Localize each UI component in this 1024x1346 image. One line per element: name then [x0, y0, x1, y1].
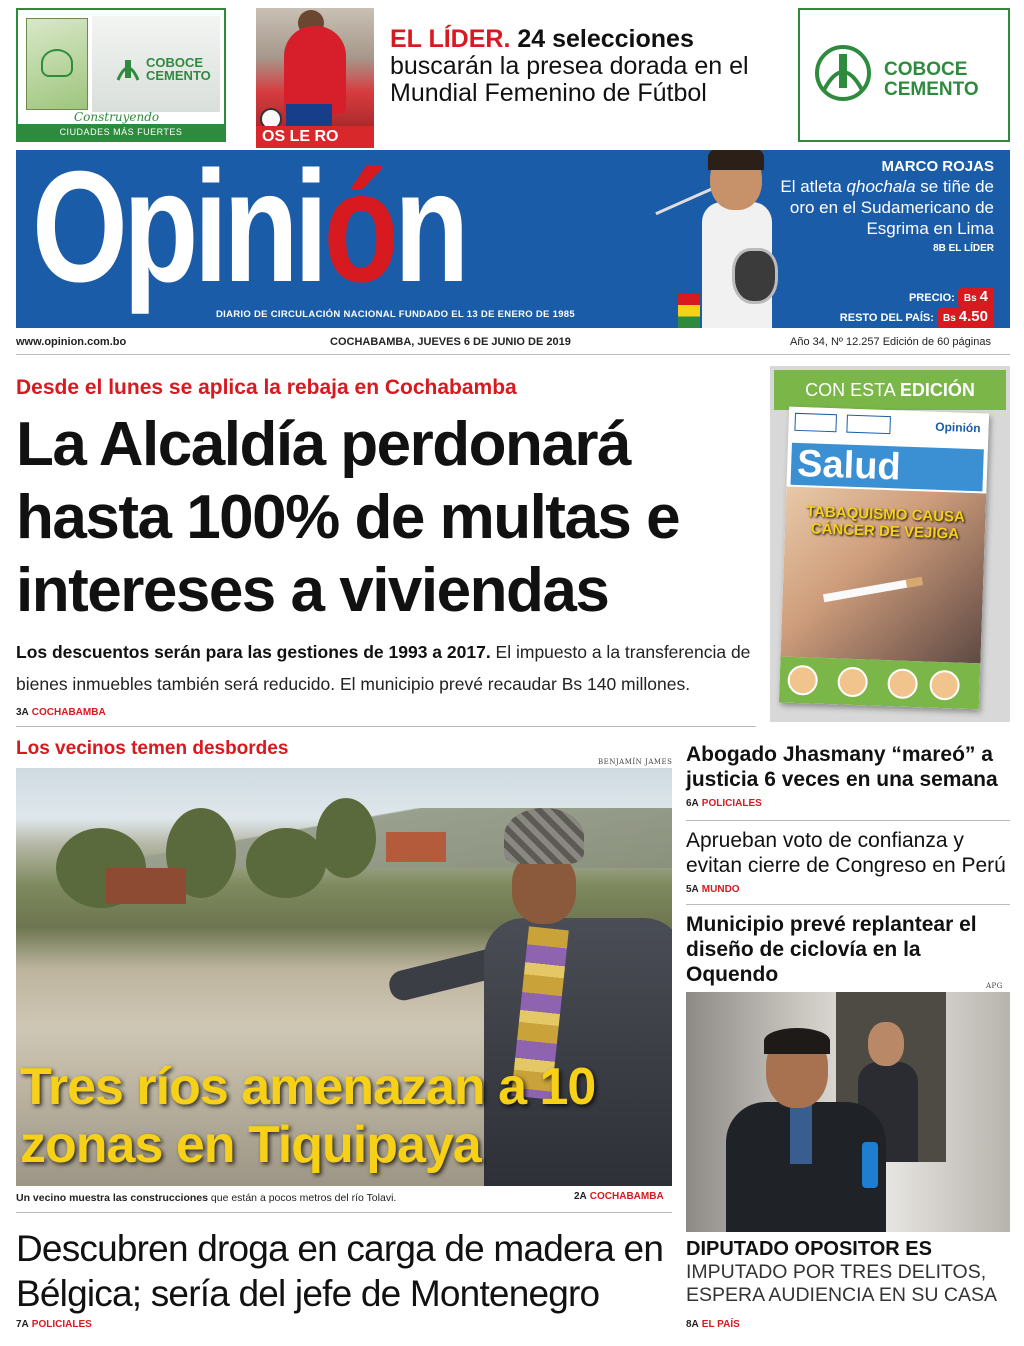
main-story-headline[interactable]: La Alcaldía perdonará hasta 100% de multas e intereses a viviendas [16, 410, 680, 625]
top-story-headline-rest: buscarán la presea dorada en el Mundial Femenino de Fútbol [390, 52, 749, 107]
price-rest [840, 308, 994, 328]
coboce-logo-icon [814, 40, 872, 106]
deputy-story-ref[interactable]: 8A EL PAÍS [686, 1319, 740, 1330]
brief-item[interactable] [686, 828, 1010, 895]
coboce-ad-right[interactable] [798, 8, 1010, 142]
top-story-kicker: EL LÍDER. [390, 25, 511, 53]
feature-name: MARCO ROJAS [881, 158, 994, 175]
supplement-promo[interactable] [770, 366, 1010, 722]
logo-part: n [394, 150, 465, 315]
divider [16, 726, 756, 727]
photo-credit: APG [986, 982, 1003, 990]
logo-part: Opini [32, 150, 324, 315]
price-local [909, 288, 994, 308]
mag-logo: Opinión [935, 419, 981, 436]
masthead-tagline: DIARIO DE CIRCULACIÓN NACIONAL FUNDADO EL 13 DE ENERO DE 1985 [216, 309, 575, 320]
rivers-story-ref[interactable]: 2A COCHABAMBA [574, 1191, 664, 1202]
feature-ref: 8B EL LÍDER [933, 243, 994, 254]
coboce-logo-icon [114, 50, 142, 84]
brief-ref[interactable]: 6A POLICIALES [686, 798, 762, 809]
brief-item[interactable] [686, 742, 1010, 809]
dateline-date: COCHABAMBA, JUEVES 6 DE JUNIO DE 2019 [330, 336, 571, 348]
rivers-story-headline[interactable]: Tres ríos amenazan a 10 zonas en Tiquipaya [20, 1058, 596, 1174]
brief-headline: Abogado Jhasmany “mareó” a justicia 6 veces en una semana [686, 743, 998, 791]
photo-banner-text: OS LE RO [256, 126, 374, 148]
website-link[interactable]: www.opinion.com.bo [16, 336, 127, 348]
price-pill: Bs 4 [958, 288, 994, 308]
deputy-photo[interactable] [686, 992, 1010, 1232]
rivers-story-kicker: Los vecinos temen desbordes [16, 738, 289, 759]
feature-text: El atleta qhochala se tiñe de oro en el Sudamericano de Esgrima en Lima [780, 177, 994, 238]
masthead [16, 150, 1010, 328]
divider [686, 904, 1010, 905]
price-rest-label: RESTO DEL PAÍS: [839, 311, 934, 324]
main-story-deck: Los descuentos serán para las gestiones de 1993 a 2017. El impuesto a la transferencia de bienes inmuebles también será reducido. El municipio prevé recaudar Bs 140 millones. [16, 642, 751, 694]
divider [16, 1212, 672, 1213]
brief-headline: Municipio prevé replantear el diseño de ciclovía en la Oquendo [686, 913, 977, 986]
top-story-headline-bold: 24 selecciones [517, 25, 694, 53]
brief-headline: Aprueban voto de confianza y evitan cierre de Congreso en Perú [686, 829, 1006, 877]
coboce-ad-left[interactable] [16, 8, 226, 142]
deputy-story-headline[interactable]: DIPUTADO OPOSITOR ES IMPUTADO POR TRES DELITOS, ESPERA AUDIENCIA EN SU CASA [686, 1238, 998, 1306]
price-rest-pill: Bs 4.50 [937, 308, 994, 328]
supplement-cover [779, 407, 989, 710]
rivers-caption: Un vecino muestra las construcciones que están a pocos metros del río Tolavi. [16, 1192, 397, 1204]
ad-brand-text: COBOCE CEMENTO [884, 59, 979, 100]
ad-brand-text: COBOCE CEMENTO [146, 55, 211, 83]
main-story-ref[interactable]: 3A COCHABAMBA [16, 707, 106, 718]
drug-story-ref[interactable]: 7A POLICIALES [16, 1319, 92, 1330]
drug-story-headline[interactable]: Descubren droga en carga de madera en Bélgica; sería del jefe de Montenegro [16, 1228, 664, 1314]
divider [686, 820, 1010, 821]
mag-bottom-strip [779, 656, 980, 709]
divider [16, 354, 1010, 355]
cement-bag-image [26, 18, 88, 110]
logo-accent: ó [323, 150, 395, 315]
ad-band-text: CIUDADES MÁS FUERTES [18, 124, 224, 140]
brief-ref[interactable]: 5A MUNDO [686, 884, 740, 895]
opinion-logo[interactable] [32, 150, 465, 315]
brief-item[interactable] [686, 912, 1010, 1004]
edition-info: Año 34, Nº 12.257 Edición de 60 páginas [790, 336, 991, 348]
football-player-photo[interactable] [256, 8, 374, 148]
mag-title: Salud [791, 443, 984, 492]
masthead-feature[interactable] [754, 158, 994, 254]
price-label: PRECIO: [908, 291, 955, 304]
supplement-band: CON ESTA EDICIÓN [774, 370, 1006, 410]
main-story-kicker: Desde el lunes se aplica la rebaja en Cochabamba [16, 376, 517, 399]
top-story-headline[interactable] [390, 26, 790, 107]
photo-credit: BENJAMÍN JAMES [598, 758, 673, 766]
mag-headline: TABAQUISMO CAUSA CÁNCER DE VEJIGA [805, 503, 966, 543]
ad-tagline: Construyendo [74, 110, 160, 124]
